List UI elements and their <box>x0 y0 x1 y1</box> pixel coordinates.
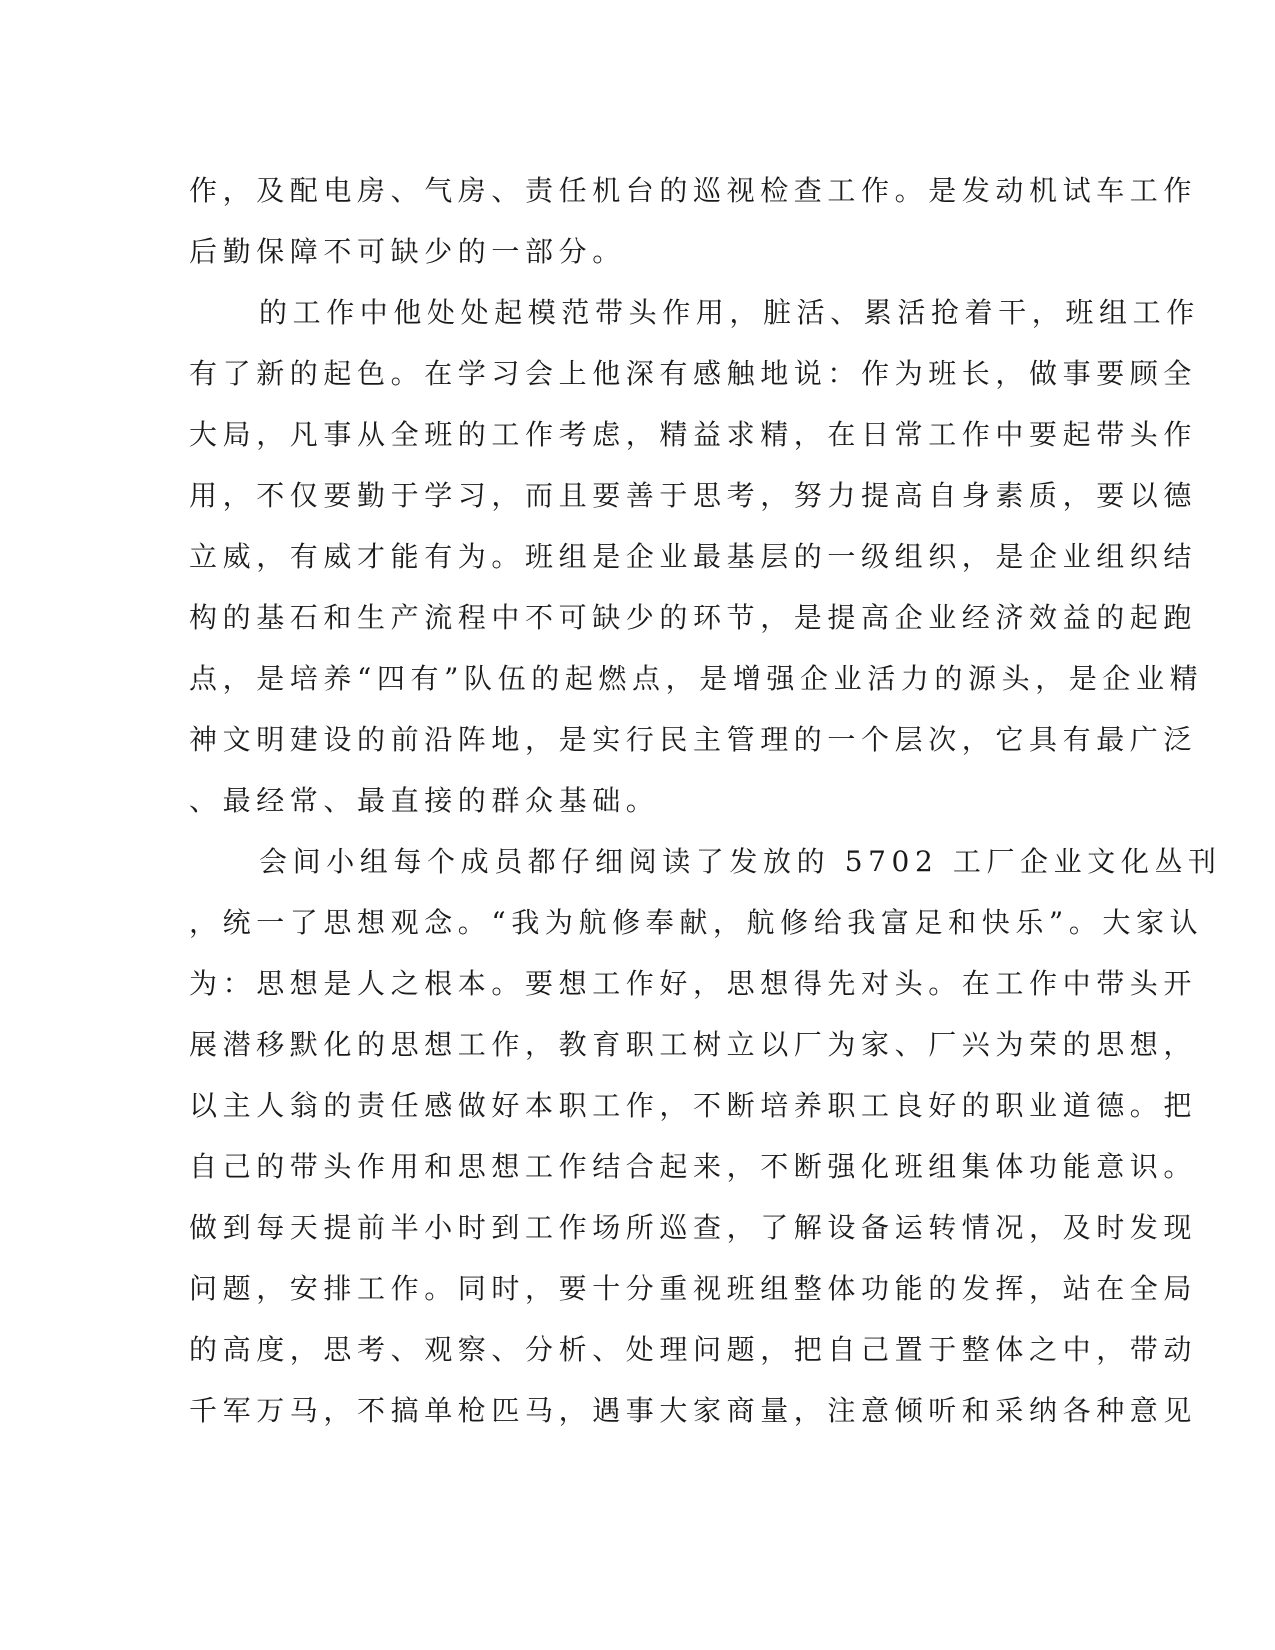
text-line: 为：思想是人之根本。要想工作好，思想得先对头。在工作中带头开 <box>189 967 1198 1000</box>
paragraph-first-line: 会间小组每个成员都仔细阅读了发放的 5702 工厂企业文化丛刊 <box>259 845 1222 878</box>
text-line: 后勤保障不可缺少的一部分。 <box>189 235 626 268</box>
text-line: 、最经常、最直接的群众基础。 <box>189 784 660 817</box>
paragraph-first-line: 的工作中他处处起模范带头作用，脏活、累活抢着干，班组工作 <box>259 296 1200 329</box>
text-line: 立威，有威才能有为。班组是企业最基层的一级组织，是企业组织结 <box>189 540 1198 573</box>
text-line: 作，及配电房、气房、责任机台的巡视检查工作。是发动机试车工作 <box>189 174 1198 207</box>
body-text <box>189 160 1222 1441</box>
text-line: 自己的带头作用和思想工作结合起来，不断强化班组集体功能意识。 <box>189 1150 1198 1183</box>
text-line: 用，不仅要勤于学习，而且要善于思考，努力提高自身素质，要以德 <box>189 479 1198 512</box>
text-line: 做到每天提前半小时到工作场所巡查，了解设备运转情况，及时发现 <box>189 1211 1198 1244</box>
text-line: 构的基石和生产流程中不可缺少的环节，是提高企业经济效益的起跑 <box>189 601 1198 634</box>
text-line: 问题，安排工作。同时，要十分重视班组整体功能的发挥，站在全局 <box>189 1272 1198 1305</box>
text-line: 以主人翁的责任感做好本职工作，不断培养职工良好的职业道德。把 <box>189 1089 1198 1122</box>
text-line: 大局，凡事从全班的工作考虑，精益求精，在日常工作中要起带头作 <box>189 418 1198 451</box>
text-line: 点，是培养“四有”队伍的起燃点，是增强企业活力的源头，是企业精 <box>189 662 1204 695</box>
text-line: 千军万马，不搞单枪匹马，遇事大家商量，注意倾听和采纳各种意见 <box>189 1394 1198 1427</box>
text-line: 的高度，思考、观察、分析、处理问题，把自己置于整体之中，带动 <box>189 1333 1198 1366</box>
text-line: 展潜移默化的思想工作，教育职工树立以厂为家、厂兴为荣的思想， <box>189 1028 1198 1061</box>
text-line: 神文明建设的前沿阵地，是实行民主管理的一个层次，它具有最广泛 <box>189 723 1198 756</box>
text-line: ，统一了思想观念。“我为航修奉献，航修给我富足和快乐”。大家认 <box>189 906 1204 939</box>
text-line: 有了新的起色。在学习会上他深有感触地说：作为班长，做事要顾全 <box>189 357 1198 390</box>
